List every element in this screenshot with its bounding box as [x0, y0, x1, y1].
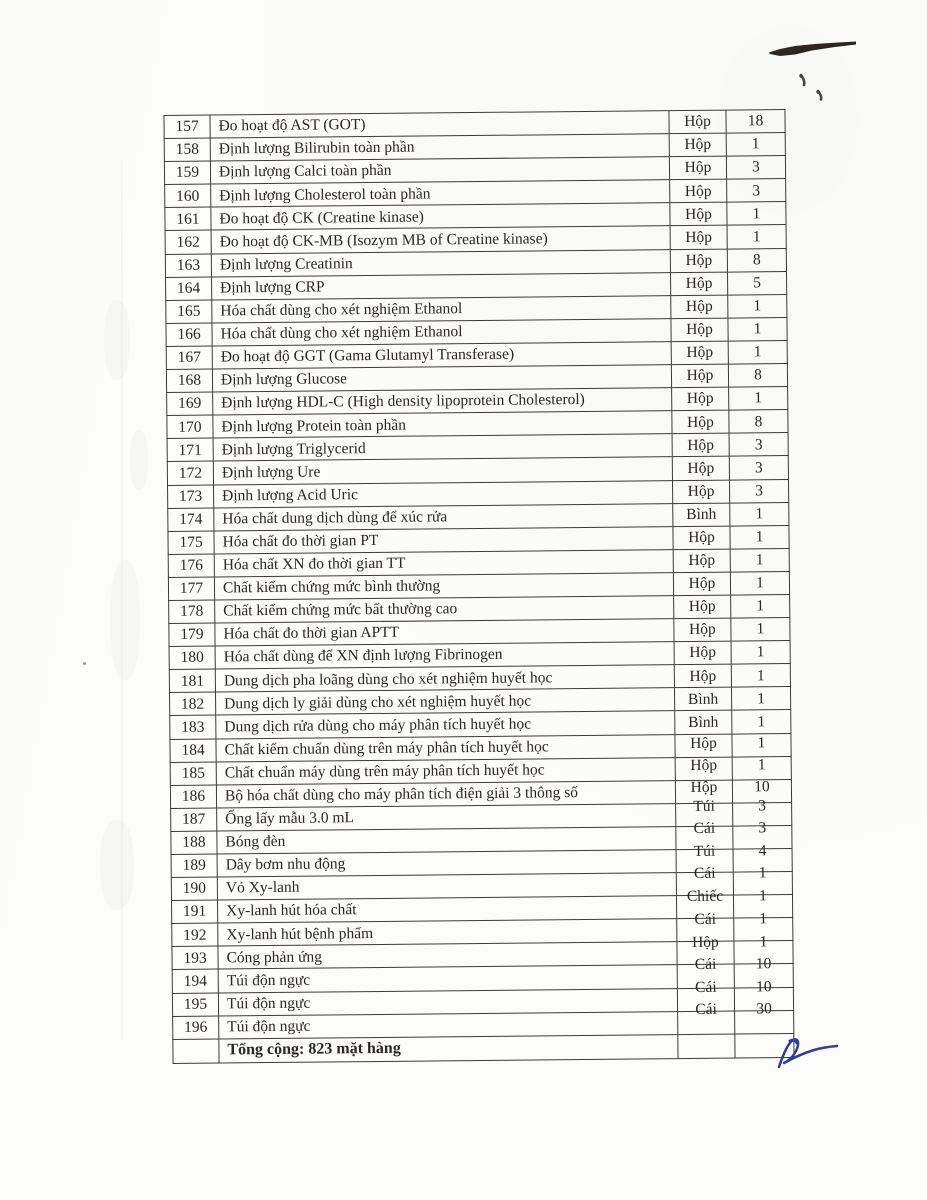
unit-cell: Bình — [673, 503, 730, 527]
item-name-cell: Dung dịch pha loãng dùng cho xét nghiệm huyết học — [215, 665, 674, 692]
row-number-cell: 196 — [173, 1016, 219, 1040]
item-name-cell: Hóa chất dung dịch dùng để xúc rửa — [214, 503, 673, 530]
row-number-cell: 161 — [165, 207, 211, 231]
row-number-cell: 188 — [171, 831, 217, 855]
unit-cell: Hộp — [674, 664, 731, 688]
unit-cell: Bình — [674, 687, 731, 711]
quantity-cell: 8 — [728, 364, 787, 388]
item-name-cell: Định lượng Bilirubin toàn phần — [210, 134, 669, 161]
row-number-cell: 180 — [169, 646, 215, 670]
row-number-cell: 184 — [170, 739, 216, 763]
quantity-cell: 1 — [733, 895, 792, 919]
item-name-cell: Đo hoạt độ GGT (Gama Glutamyl Transferase) — [212, 342, 671, 369]
unit-cell: Hộp — [670, 272, 727, 296]
item-name-cell: Đo hoạt độ AST (GOT) — [210, 111, 669, 138]
quantity-cell: 1 — [734, 918, 793, 942]
row-number-cell: 160 — [165, 184, 211, 208]
quantity-cell: 4 — [733, 849, 792, 873]
row-number-cell: 194 — [172, 969, 218, 993]
row-number-cell: 158 — [164, 138, 210, 162]
row-number-cell: 168 — [166, 369, 212, 393]
row-number-cell: 165 — [166, 300, 212, 324]
quantity-cell: 1 — [726, 133, 785, 157]
item-name-cell: Định lượng Calci toàn phần — [210, 157, 669, 184]
quantity-cell: 1 — [728, 294, 787, 318]
unit-cell: Túi — [676, 849, 733, 873]
quantity-cell: 1 — [731, 618, 790, 642]
row-number-cell: 186 — [170, 785, 216, 809]
row-number-cell: 187 — [171, 808, 217, 832]
unit-cell: Hộp — [671, 341, 728, 365]
quantity-cell: 1 — [731, 594, 790, 618]
total-label: Tổng cộng: 823 mặt hàng — [227, 1040, 401, 1059]
unit-cell: Hộp — [672, 387, 729, 411]
quantity-cell: 1 — [729, 387, 788, 411]
quantity-cell: 3 — [726, 156, 785, 180]
item-name-cell: Đo hoạt độ CK (Creatine kinase) — [211, 203, 670, 230]
row-number-cell: 171 — [167, 438, 213, 462]
quantity-cell: 1 — [730, 525, 789, 549]
quantity-cell: 1 — [732, 710, 791, 734]
item-name-cell: Túi độn ngực — [218, 965, 677, 992]
item-name-cell: Định lượng Ure — [213, 457, 672, 484]
quantity-cell: 3 — [727, 179, 786, 203]
quantity-cell: 8 — [729, 410, 788, 434]
unit-cell: Hộp — [671, 318, 728, 342]
unit-cell: Hộp — [675, 780, 732, 804]
quantity-cell: 1 — [727, 225, 786, 249]
item-name-cell: Hóa chất XN đo thời gian TT — [214, 549, 673, 576]
quantity-cell: 1 — [727, 202, 786, 226]
unit-cell: Bình — [675, 711, 732, 735]
unit-cell: Hộp — [670, 249, 727, 273]
unit-cell: Hộp — [674, 641, 731, 665]
unit-cell: Cái — [677, 988, 734, 1012]
item-name-cell: Hóa chất dùng để XN định lượng Fibrinogen — [215, 642, 674, 669]
item-name-cell: Xy-lanh hút hóa chất — [218, 896, 677, 923]
bleed-through-smudge — [130, 430, 148, 490]
quantity-cell: 5 — [727, 271, 786, 295]
unit-cell: Hộp — [669, 110, 726, 134]
row-number-cell: 193 — [172, 946, 218, 970]
unit-cell: Hộp — [673, 572, 730, 596]
row-number-cell: 183 — [170, 715, 216, 739]
unit-cell: Hộp — [672, 456, 729, 480]
quantity-cell: 3 — [733, 825, 792, 849]
total-empty-number-cell — [173, 1039, 219, 1063]
quantity-cell: 10 — [734, 987, 793, 1011]
quantity-cell: 3 — [729, 479, 788, 503]
quantity-cell: 1 — [730, 548, 789, 572]
unit-cell: Cái — [676, 872, 733, 896]
unit-cell: Hộp — [672, 433, 729, 457]
row-number-cell: 157 — [164, 115, 210, 139]
item-name-cell: Dây bơm nhu động — [217, 850, 676, 877]
unit-cell: Chiếc — [676, 895, 733, 919]
unit-cell: Cái — [676, 826, 733, 850]
item-name-cell: Định lượng CRP — [212, 272, 671, 299]
item-name-cell: Bóng đèn — [217, 827, 676, 854]
unit-cell: Cái — [678, 1011, 735, 1035]
item-name-cell: Chất kiểm chuẩn dùng trên máy phân tích huyết học — [216, 734, 675, 761]
quantity-cell: 1 — [728, 317, 787, 341]
row-number-cell: 195 — [172, 993, 218, 1017]
total-empty-unit-cell — [678, 1034, 735, 1059]
row-number-cell: 190 — [171, 877, 217, 901]
items-body — [164, 110, 794, 1040]
item-name-cell: Xy-lanh hút bệnh phẩm — [218, 919, 677, 946]
quantity-cell: 1 — [732, 756, 791, 780]
bleed-through-smudge — [100, 820, 134, 910]
row-number-cell: 166 — [166, 323, 212, 347]
item-name-cell: Hóa chất dùng cho xét nghiệm Ethanol — [212, 295, 671, 322]
item-name-cell: Định lượng HDL-C (High density lipoprotein Cholesterol) — [213, 388, 672, 415]
item-name-cell: Bộ hóa chất dùng cho máy phân tích điện giải 3 thông số — [216, 780, 675, 807]
unit-cell: Hộp — [675, 757, 732, 781]
row-number-cell: 163 — [165, 254, 211, 278]
quantity-cell: 3 — [729, 433, 788, 457]
quantity-cell: 10 — [732, 779, 791, 803]
row-number-cell: 174 — [168, 508, 214, 532]
quantity-cell: 18 — [726, 110, 785, 134]
item-name-cell: Hóa chất đo thời gian PT — [214, 526, 673, 553]
row-number-cell: 176 — [168, 554, 214, 578]
item-name-cell: Vỏ Xy-lanh — [217, 873, 676, 900]
dust-speck — [83, 662, 86, 665]
item-name-cell: Hóa chất đo thời gian APTT — [215, 619, 674, 646]
row-number-cell: 181 — [169, 669, 215, 693]
unit-cell: Hộp — [672, 410, 729, 434]
unit-cell: Hộp — [673, 526, 730, 550]
quantity-cell: 1 — [732, 733, 791, 757]
unit-cell: Hộp — [671, 364, 728, 388]
item-name-cell: Chất kiểm chứng mức bất thường cao — [215, 596, 674, 623]
quantity-cell: 1 — [730, 571, 789, 595]
item-name-cell: Chất chuẩn máy dùng trên máy phân tích huyết học — [216, 757, 675, 784]
quantity-cell: 1 — [731, 687, 790, 711]
quantity-cell: 8 — [727, 248, 786, 272]
row-number-cell: 175 — [168, 531, 214, 555]
row-number-cell: 182 — [170, 692, 216, 716]
row-number-cell: 173 — [168, 485, 214, 509]
item-name-cell: Chất kiểm chứng mức bình thường — [214, 573, 673, 600]
unit-cell: Hộp — [674, 618, 731, 642]
unit-cell: Hộp — [674, 595, 731, 619]
item-name-cell: Hóa chất dùng cho xét nghiệm Ethanol — [212, 318, 671, 345]
row-number-cell: 169 — [167, 392, 213, 416]
quantity-cell: 30 — [735, 1010, 794, 1034]
item-name-cell: Định lượng Creatinin — [211, 249, 670, 276]
unit-cell: Hộp — [670, 226, 727, 250]
row-number-cell: 178 — [169, 600, 215, 624]
unit-cell: Hộp — [671, 295, 728, 319]
unit-cell: Hộp — [669, 133, 726, 157]
item-name-cell: Định lượng Glucose — [212, 365, 671, 392]
unit-cell: Hộp — [670, 179, 727, 203]
unit-cell: Hộp — [673, 549, 730, 573]
total-label-cell — [219, 1034, 678, 1062]
unit-cell: Hộp — [675, 734, 732, 758]
quantity-cell: 10 — [734, 964, 793, 988]
row-number-cell: 164 — [166, 277, 212, 301]
item-name-cell: Dung dịch ly giải dùng cho xét nghiệm huyết học — [216, 688, 675, 715]
bleed-through-smudge — [110, 560, 140, 680]
item-name-cell: Ống lấy mẫu 3.0 mL — [217, 803, 676, 830]
row-number-cell: 172 — [167, 461, 213, 485]
item-name-cell: Dung dịch rửa dùng cho máy phân tích huyết học — [216, 711, 675, 738]
quantity-cell: 1 — [734, 941, 793, 965]
unit-cell: Hộp — [669, 156, 726, 180]
item-name-cell: Cóng phản ứng — [218, 942, 677, 969]
quantity-cell: 3 — [729, 456, 788, 480]
item-name-cell: Định lượng Cholesterol toàn phần — [211, 180, 670, 207]
unit-cell: Túi — [676, 803, 733, 827]
row-number-cell: 167 — [166, 346, 212, 370]
unit-cell: Cái — [677, 918, 734, 942]
item-name-cell: Túi độn ngực — [219, 1011, 678, 1038]
unit-cell: Hộp — [677, 941, 734, 965]
row-number-cell: 191 — [172, 900, 218, 924]
quantity-cell: 1 — [731, 664, 790, 688]
item-name-cell: Đo hoạt độ CK-MB (Isozym MB of Creatine kinase) — [211, 226, 670, 253]
bleed-through-smudge — [104, 300, 130, 380]
item-name-cell: Định lượng Triglycerid — [213, 434, 672, 461]
unit-cell: Hộp — [672, 480, 729, 504]
row-number-cell: 192 — [172, 923, 218, 947]
row-number-cell: 185 — [170, 762, 216, 786]
inventory-table-container — [163, 109, 793, 1064]
row-number-cell: 177 — [168, 577, 214, 601]
item-name-cell: Định lượng Acid Uric — [214, 480, 673, 507]
quantity-cell: 1 — [731, 641, 790, 665]
inventory-table — [163, 109, 794, 1064]
quantity-cell: 3 — [733, 802, 792, 826]
quantity-cell: 1 — [728, 340, 787, 364]
unit-cell: Hộp — [670, 202, 727, 226]
row-number-cell: 170 — [167, 415, 213, 439]
row-number-cell: 159 — [164, 161, 210, 185]
row-number-cell: 189 — [171, 854, 217, 878]
quantity-cell: 1 — [733, 872, 792, 896]
item-name-cell: Định lượng Protein toàn phần — [213, 411, 672, 438]
item-name-cell: Túi độn ngực — [218, 988, 677, 1015]
row-number-cell: 162 — [165, 231, 211, 255]
unit-cell: Cái — [677, 965, 734, 989]
total-empty-qty-cell — [735, 1033, 794, 1058]
quantity-cell: 1 — [730, 502, 789, 526]
row-number-cell: 179 — [169, 623, 215, 647]
